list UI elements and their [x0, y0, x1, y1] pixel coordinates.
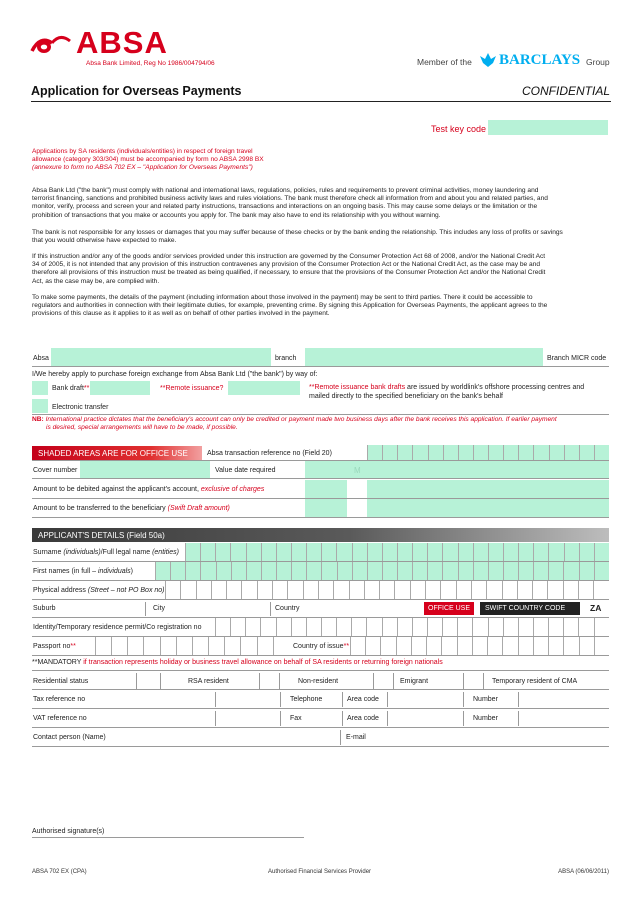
field-divider	[160, 673, 161, 689]
bank-draft-amount-input[interactable]	[90, 381, 150, 395]
character-cell[interactable]	[518, 562, 533, 580]
character-cell[interactable]	[276, 618, 291, 636]
character-cell[interactable]	[111, 637, 127, 655]
character-cell[interactable]	[367, 445, 382, 460]
transaction-ref-cells[interactable]	[367, 445, 609, 460]
field-divider	[463, 692, 464, 707]
character-cell[interactable]	[594, 543, 609, 561]
character-cell[interactable]	[306, 618, 321, 636]
character-cell[interactable]	[472, 637, 487, 655]
character-cell[interactable]	[226, 581, 241, 599]
character-cell[interactable]	[457, 637, 472, 655]
character-cell[interactable]	[192, 637, 208, 655]
character-cell[interactable]	[518, 618, 533, 636]
field-divider	[145, 602, 146, 616]
character-cell[interactable]	[548, 543, 563, 561]
character-cell[interactable]	[594, 618, 609, 636]
character-cell[interactable]	[155, 562, 170, 580]
terms-paragraph-4: To make some payments, the details of the payment (including information about those involved in the payment) may be sent to third parties. There it could be accessible to regulators and authorities in connection with their legitimate duties, for example, preventing crime. By signing this Application for Overseas Payments, the applicant agrees to the provisions of this clause as it applies to it as well as on behalf of other parties involved in the payment.	[32, 294, 548, 318]
character-cell[interactable]	[382, 618, 397, 636]
applicant-banner: APPLICANT'S DETAILS (Field 50a)	[32, 528, 609, 542]
office-use-banner: SHADED AREAS ARE FOR OFFICE USE	[32, 446, 202, 460]
character-cell[interactable]	[291, 562, 306, 580]
bank-draft-label: Bank draft**	[52, 385, 90, 392]
character-cell[interactable]	[272, 581, 287, 599]
character-cell[interactable]	[533, 445, 548, 460]
field-divider	[463, 673, 464, 689]
character-cell[interactable]	[410, 581, 425, 599]
field-divider	[280, 692, 281, 707]
field-divider	[483, 673, 484, 689]
character-cell[interactable]	[503, 445, 518, 460]
character-cell[interactable]	[366, 618, 381, 636]
office-use-tag: OFFICE USE	[424, 602, 474, 615]
tax-row: Tax reference no Telephone Area code Number	[32, 690, 609, 709]
character-cell[interactable]	[427, 562, 442, 580]
character-cell[interactable]	[215, 618, 230, 636]
character-cell[interactable]	[443, 445, 458, 460]
transferred-row: Amount to be transferred to the beneficiary (Swift Draft amount)	[32, 499, 609, 518]
footer-center: Authorised Financial Services Provider	[268, 869, 372, 875]
field-divider	[342, 711, 343, 726]
field-divider	[387, 711, 388, 726]
transaction-ref-label: Absa transaction reference no (Field 20)	[207, 450, 332, 457]
character-cell[interactable]	[337, 562, 352, 580]
character-cell[interactable]	[548, 637, 563, 655]
character-cell[interactable]	[564, 543, 579, 561]
electronic-transfer-checkbox[interactable]	[32, 399, 48, 413]
character-cell[interactable]	[533, 562, 548, 580]
absa-logo-icon	[30, 29, 76, 59]
field-divider	[340, 730, 341, 745]
field-divider	[373, 673, 374, 689]
character-cell[interactable]	[473, 543, 488, 561]
transfer-amount-input[interactable]	[367, 499, 609, 517]
character-cell[interactable]	[471, 581, 486, 599]
field-divider	[279, 673, 280, 689]
field-divider	[215, 692, 216, 707]
character-cell[interactable]	[382, 562, 397, 580]
character-cell[interactable]	[180, 581, 195, 599]
nb-note: NB: International practice dictates that the beneficiary's account can only be credited or payment made two business days after the bank receives this application. If earlier payment is desired, special arrangements will have to be made, if possible.	[32, 416, 557, 432]
debited-row: Amount to be debited against the applicant's account, exclusive of charges	[32, 480, 609, 499]
character-cell[interactable]	[594, 562, 609, 580]
character-cell[interactable]	[503, 543, 518, 561]
character-cell[interactable]	[349, 581, 364, 599]
character-cell[interactable]	[367, 543, 382, 561]
purchase-divider	[32, 414, 609, 415]
signature-label: Authorised signature(s)	[32, 828, 105, 835]
bank-row: Absa branch Branch MICR code	[32, 348, 609, 367]
character-cell[interactable]	[143, 637, 159, 655]
country-of-issue-cells[interactable]	[350, 637, 609, 655]
cover-number-input[interactable]	[80, 461, 210, 478]
character-cell[interactable]	[578, 618, 593, 636]
character-cell[interactable]	[160, 637, 176, 655]
remote-issuance-label: **Remote issuance?	[160, 385, 224, 392]
physical-address-row: Physical address (Street – not PO Box no)	[32, 581, 609, 600]
character-cell[interactable]	[533, 618, 548, 636]
character-cell[interactable]	[291, 543, 306, 561]
character-cell[interactable]	[503, 618, 518, 636]
field-divider	[136, 673, 137, 689]
character-cell[interactable]	[593, 581, 608, 599]
character-cell[interactable]	[364, 581, 379, 599]
remote-issuance-note: **Remote issuance bank drafts are issued by worldlink's offshore processing centres and mailed directly to the specified beneficiary on the bank's behalf	[309, 384, 585, 400]
character-cell[interactable]	[352, 562, 367, 580]
character-cell[interactable]	[257, 581, 272, 599]
surname-row: Surname (individuals)/Full legal name (entities)	[32, 543, 609, 562]
character-cell[interactable]	[426, 637, 441, 655]
character-cell[interactable]	[564, 445, 579, 460]
character-cell[interactable]	[200, 562, 215, 580]
character-cell[interactable]	[260, 618, 275, 636]
field-divider	[518, 692, 519, 707]
character-cell[interactable]	[216, 562, 231, 580]
field-divider	[387, 692, 388, 707]
character-cell[interactable]	[457, 618, 472, 636]
character-cell[interactable]	[287, 581, 302, 599]
field-divider	[463, 711, 464, 726]
test-key-label: Test key code	[431, 124, 487, 134]
character-cell[interactable]	[427, 543, 442, 561]
character-cell[interactable]	[442, 618, 457, 636]
character-cell[interactable]	[412, 562, 427, 580]
character-cell[interactable]	[488, 618, 503, 636]
character-cell[interactable]	[579, 445, 594, 460]
field-divider	[393, 673, 394, 689]
character-cell[interactable]	[303, 581, 318, 599]
notice: Applications by SA residents (individuals/entities) in respect of foreign travel allowance (category 303/304) must be accompanied by form no ABSA 2998 BX (annexure to form no ABSA 702 EX – "Application for Overseas Payments")	[32, 148, 264, 172]
character-cell[interactable]	[336, 618, 351, 636]
character-cell[interactable]	[487, 637, 502, 655]
character-cell[interactable]	[532, 581, 547, 599]
character-cell[interactable]	[533, 543, 548, 561]
character-cell[interactable]	[306, 543, 321, 561]
character-cell[interactable]	[352, 543, 367, 561]
character-cell[interactable]	[291, 618, 306, 636]
character-cell[interactable]	[321, 562, 336, 580]
character-cell[interactable]	[579, 637, 594, 655]
first-names-row: First names (in full – individuals)	[32, 562, 609, 581]
character-cell[interactable]	[367, 562, 382, 580]
value-date-input[interactable]	[305, 461, 609, 478]
passport-row: Passport no** Country of issue**	[32, 637, 609, 656]
character-cell[interactable]	[425, 581, 440, 599]
character-cell[interactable]	[196, 581, 211, 599]
character-cell[interactable]	[170, 562, 185, 580]
character-cell[interactable]	[382, 445, 397, 460]
character-cell[interactable]	[548, 562, 563, 580]
character-cell[interactable]	[224, 637, 240, 655]
character-cell[interactable]	[241, 581, 256, 599]
character-cell[interactable]	[427, 618, 442, 636]
field-divider	[270, 602, 271, 616]
character-cell[interactable]	[442, 562, 457, 580]
debit-amount-input[interactable]	[367, 480, 609, 498]
character-cell[interactable]	[563, 581, 578, 599]
character-cell[interactable]	[578, 581, 593, 599]
first-names-cells[interactable]	[155, 562, 609, 580]
identity-row: Identity/Temporary residence permit/Co registration no	[32, 618, 609, 637]
character-cell[interactable]	[503, 562, 518, 580]
cover-row: Cover number Value date required M	[32, 461, 609, 479]
character-cell[interactable]	[379, 581, 394, 599]
character-cell[interactable]	[350, 637, 365, 655]
character-cell[interactable]	[185, 543, 200, 561]
debit-currency-input[interactable]	[305, 480, 347, 498]
character-cell[interactable]	[547, 581, 562, 599]
character-cell[interactable]	[486, 581, 501, 599]
footer-date: ABSA (06/06/2011)	[558, 869, 609, 875]
character-cell[interactable]	[488, 445, 503, 460]
character-cell[interactable]	[240, 637, 256, 655]
character-cell[interactable]	[261, 543, 276, 561]
character-cell[interactable]	[165, 581, 180, 599]
surname-cells[interactable]	[185, 543, 609, 561]
character-cell[interactable]	[365, 637, 380, 655]
character-cell[interactable]	[95, 637, 111, 655]
passport-cells[interactable]	[95, 637, 289, 655]
registration-line: Absa Bank Limited, Reg No 1986/004794/06	[86, 60, 215, 67]
character-cell[interactable]	[579, 543, 594, 561]
terms-paragraph-1: Absa Bank Ltd ("the bank") must comply with national and international laws, regulations, policies, rules and requirements to prevent criminal activities, money laundering and terrorist financing, sanctions and prohibited business activity laws and rules violations. The bank must therefore check all information from and about you and related parties, and monitor, verify, process and screen your and related party instructions, transactions and interactions on an ongoing basis. This may cause some delays or the limitation or the prohibition of transactions that you make or accounts you apply for. The bank may also have to end its relationship with you without warning.	[32, 187, 548, 219]
confidential-label: CONFIDENTIAL	[521, 84, 610, 98]
electronic-transfer-label: Electronic transfer	[52, 404, 109, 411]
character-cell[interactable]	[246, 543, 261, 561]
terms-paragraph-2: The bank is not responsible for any losses or damages that you may suffer because of these checks or by the bank ending the relationship. This includes any loss of profits or savings that you would otherwise have expected to make.	[32, 229, 563, 245]
character-cell[interactable]	[380, 637, 395, 655]
character-cell[interactable]	[502, 637, 517, 655]
field-divider	[280, 711, 281, 726]
character-cell[interactable]	[273, 637, 289, 655]
character-cell[interactable]	[396, 637, 411, 655]
header-divider	[31, 101, 611, 102]
character-cell[interactable]	[412, 618, 427, 636]
field-divider	[518, 711, 519, 726]
character-cell[interactable]	[231, 562, 246, 580]
character-cell[interactable]	[351, 618, 366, 636]
character-cell[interactable]	[548, 618, 563, 636]
suburb-row: Suburb City Country OFFICE USE SWIFT COUNTRY CODE ZA	[32, 600, 609, 618]
branch-micr-input[interactable]	[305, 348, 543, 366]
identity-cells[interactable]	[215, 618, 609, 636]
page-title: Application for Overseas Payments	[31, 84, 242, 98]
remote-issuance-input[interactable]	[228, 381, 300, 395]
character-cell[interactable]	[563, 562, 578, 580]
character-cell[interactable]	[276, 543, 291, 561]
terms-paragraph-3: If this instruction and/or any of the goods and/or services provided under this instruction are governed by the Consumer Protection Act 68 of 2008, and/or the National Credit Act 34 of 2005, it is not intended that any provision of this instruction contravenes any provision of the Consumer Protection Act or the National Credit Act, as the case may be and therefore all provisions of this instruction must be treated as being qualified, if necessary, to ensure that the provisions of the Consumer Protection Act and/or the National Credit Act, as the case may be, are complied with.	[32, 253, 546, 285]
character-cell[interactable]	[518, 543, 533, 561]
character-cell[interactable]	[185, 562, 200, 580]
character-cell[interactable]	[318, 581, 333, 599]
character-cell[interactable]	[397, 562, 412, 580]
character-cell[interactable]	[321, 618, 336, 636]
character-cell[interactable]	[321, 543, 336, 561]
character-cell[interactable]	[200, 543, 215, 561]
character-cell[interactable]	[208, 637, 224, 655]
country-code-value: ZA	[590, 603, 602, 613]
character-cell[interactable]	[412, 445, 427, 460]
contact-row: Contact person (Name) E-mail	[32, 728, 609, 747]
absa-branch-input[interactable]	[51, 348, 271, 366]
footer-form-code: ABSA 702 EX (CPA)	[32, 869, 87, 875]
field-divider	[215, 711, 216, 726]
character-cell[interactable]	[397, 618, 412, 636]
eagle-icon	[479, 52, 497, 68]
character-cell[interactable]	[594, 445, 609, 460]
field-divider	[342, 692, 343, 707]
character-cell[interactable]	[488, 562, 503, 580]
character-cell[interactable]	[473, 445, 488, 460]
character-cell[interactable]	[533, 637, 548, 655]
character-cell[interactable]	[127, 637, 143, 655]
character-cell[interactable]	[458, 562, 473, 580]
residential-status-row: Residential status RSA resident Non-resident Emigrant Temporary resident of CMA	[32, 670, 609, 690]
character-cell[interactable]	[230, 618, 245, 636]
purchase-intro: I/We hereby apply to purchase foreign exchange from Absa Bank Ltd ("the bank") by way of:	[32, 371, 318, 378]
mandatory-note: **MANDATORY if transaction represents holiday or business travel allowance on behalf of SA residents or returning foreign nationals	[32, 659, 443, 666]
character-cell[interactable]	[458, 445, 473, 460]
character-cell[interactable]	[333, 581, 348, 599]
character-cell[interactable]	[549, 445, 564, 460]
character-cell[interactable]	[472, 618, 487, 636]
character-cell[interactable]	[211, 581, 226, 599]
character-cell[interactable]	[518, 637, 533, 655]
character-cell[interactable]	[176, 637, 192, 655]
character-cell[interactable]	[594, 637, 609, 655]
character-cell[interactable]	[397, 543, 412, 561]
character-cell[interactable]	[261, 562, 276, 580]
character-cell[interactable]	[215, 543, 230, 561]
character-cell[interactable]	[245, 618, 260, 636]
character-cell[interactable]	[276, 562, 291, 580]
character-cell[interactable]	[428, 445, 443, 460]
character-cell[interactable]	[518, 445, 533, 460]
character-cell[interactable]	[473, 562, 488, 580]
character-cell[interactable]	[257, 637, 273, 655]
character-cell[interactable]	[563, 618, 578, 636]
character-cell[interactable]	[440, 581, 455, 599]
character-cell[interactable]	[412, 543, 427, 561]
character-cell[interactable]	[488, 543, 503, 561]
character-cell[interactable]	[458, 543, 473, 561]
character-cell[interactable]	[306, 562, 321, 580]
brand-name: ABSA	[76, 25, 168, 60]
character-cell[interactable]	[502, 581, 517, 599]
vat-row: VAT reference no Fax Area code Number	[32, 709, 609, 728]
field-divider	[259, 673, 260, 689]
character-cell[interactable]	[517, 581, 532, 599]
test-key-input[interactable]	[488, 120, 608, 135]
character-cell[interactable]	[579, 562, 594, 580]
character-cell[interactable]	[456, 581, 471, 599]
character-cell[interactable]	[230, 543, 245, 561]
character-cell[interactable]	[563, 637, 578, 655]
barclays-member: Member of the BARCLAYS Group	[417, 52, 610, 68]
bank-draft-checkbox[interactable]	[32, 381, 48, 395]
character-cell[interactable]	[394, 581, 409, 599]
physical-address-cells[interactable]	[165, 581, 609, 599]
transfer-currency-input[interactable]	[305, 499, 347, 517]
character-cell[interactable]	[336, 543, 351, 561]
swift-country-code-tag: SWIFT COUNTRY CODE	[480, 602, 580, 615]
character-cell[interactable]	[411, 637, 426, 655]
character-cell[interactable]	[441, 637, 456, 655]
character-cell[interactable]	[382, 543, 397, 561]
character-cell[interactable]	[397, 445, 412, 460]
character-cell[interactable]	[442, 543, 457, 561]
character-cell[interactable]	[246, 562, 261, 580]
